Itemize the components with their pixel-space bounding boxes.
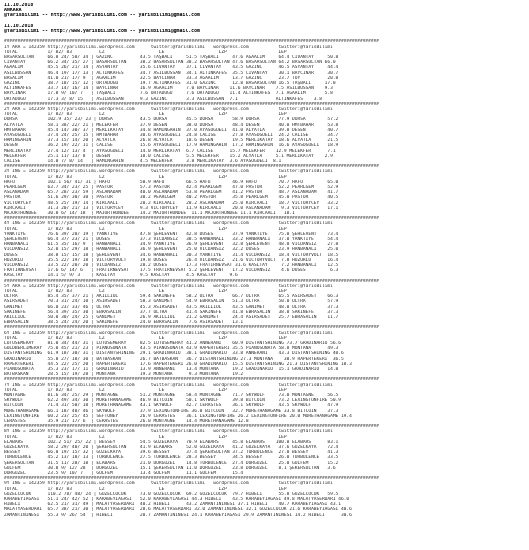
separator-line: ########################################################################################################################################## [4,164,380,170]
text-line: HIBELI 62.5 21/ 31/ 49 | MALATYASERDARI 40.2 HIBELI 43.2 ZAMANTININESI 37.1 HIBELI 40.7 KARABEYIAGASI 43.1 [4,502,341,508]
text-line: 2Y ARA = 142359 http://yarisbilimi.wordpress.com twitter:@YarisBilimi wordpress.com twitter:@YarisBilimi [4,107,333,112]
text-line: VICDANSIZ 52.0 15/ 29/ 18 | HANBANALI 36.9 ŞEHLEVENT 25.0 VICDANSIZ 32.2 DUSES 23.9 HANBANALI 25.0 [4,247,339,253]
header-line: @YarisBilimi -- http://www.yarisbilimi.com -- yarisbilimi@gmail.com [4,29,200,34]
text-line: DUSES 38.8 15/ 15/ 18 | ŞEHLEVENT 34.6 HANBANALI 30.3 YANKTIYE 31.4 VICDANSIZ 18.4 VICTORYVOLT 18.5 [4,252,339,258]
text-line: YANKTIYE 76.6 39/ 20/ 19 | YANKTIYE 47.8 ŞEHLEVENT 42.8 DUSES 37.9 YANKTIYE 75.0 ŞEHLEVENT 73.4 [4,231,339,237]
text-line: HANBANALI 61.5 35/ 16/ 9 | HANBANALI 34.9 YANKTIYE 36.9 ŞEHLEVENT 32.8 ŞEHLEVENT 48.0 VICDANSIZ 27.8 [4,242,339,248]
text-line: MERLIKATAY 27.4 12/ 13/ 4 | AYASOGUELI 14.0 MERLIKATAY 6.7 CALISE 15.7 MELEKFER 12.9 MELEKFER 7.1 [4,148,336,154]
text-line: ORTADUGU 17.3 3/ 8/ 15 | ASILBUSSAN 9.3 GAZINC 3.3 ASILBUSSAN 7.1 ALTINKAFES 3.8 [4,96,322,102]
text-line: SAKINEFE 56.4 39/ 35/ 30 | EBRASALIN 37.7 ULTRA 41.4 SAKINEFE 41.8 EBRASALIN 38.0 SAKINEFE 37.3 [4,309,339,315]
text-line: 6Y ING = 142359 http://yarisbilimi.wordpress.com twitter:@YarisBilimi wordpress.com twitter:@YarisBilimi [4,330,333,336]
text-line: GUZELCOCUK 110.2 78/ 48/ 24 | GUZELCOCUK 73.0 GUZELCOCUK 69.2 GUZELCOCUK 79.7 HIBELI 55.8 GUZELCOCUK 59.5 [4,491,339,497]
text-line: 9Y ING = 142359 http://yarisbilimi.wordpress.com twitter:@YarisBilimi wordpress.com twitter:@YarisBilimi [4,481,333,487]
text-line: GRADINARIO 55.8 27/ 18/ 30 | BATBASKAN 26.7 BATBASKAN 36.7 DISTANTSHINING 27.3 MONTANA 30.9 RAPERTEKERI 36.5 [4,356,344,362]
text-line: HUZURLU 35.5 22/ 19/ 18 | VICTORYVOLT 19.8 DUSES 26.4 VICDANSIZ 21.6 VICTORYVOLT 7.8 HUZURLU 16.4 [4,257,339,263]
text-line: BASARSULTAN 66.8 24/ 50/ 34 | GAZINC 43.5 TAŞBALI 51.5 TAŞBALI 47.6 AGAALIM 64.4 CIVANTAY 50.8 [4,55,339,60]
separator-line: ########################################################################################################################################## [4,39,380,45]
text-line: BATBASKAN 28.5 15/ 19/ 28 | MONTANA 19.3 MONTANA 9.3 MONTANA 19.2 [4,372,244,378]
text-line: TURBULENCE 45.2 13/ 18/ 13 | TURBULENCE 27.5 TURBULENCE 28.3 BESSEY 34.5 BESSEY 26.0 TURBULENCE 33.5 [4,455,339,461]
text-line: ALTINKAFES 33.7 14/ 16/ 14 | BAYCINAR 16.9 AGAALIM 7.0 BAYCINAR 11.6 BAYCINAR 7.5 ASILBUSSAN 9.3 [4,86,333,92]
separator-line: ########################################################################################################################################## [4,424,380,430]
text-line: CERASTES 35.9 21/ 17/ 6 | CERASTES 26.0 MONTAGNE 14.4 MORETHANAGAME 12.8 [4,419,249,424]
text-line: DISTANTSHINING 61.9 18/ 30/ 31 | DISTANTSHINING 29.1 GRADINARIO 38.1 GRADINARIO 33.8 ANNERANI 43.3 DISTANTSHINING 40.6 [4,351,344,357]
text-line: BASALIM 41.0 21/ 17/ 9 | AGAALIM 32.5 BAYCINAR 33.3 AGAALIM 13.7 GAZINC 23.7 TOY 20.8 [4,75,339,81]
text-line: TOTAL 1/ 82/ 83 LZ LE LZP LEP [4,486,287,492]
text-line: ASIRSADET 70.3 31/ 24/ 10 | ASIRSADET 58.3 GANIMET 54.9 EBRASALIN 51.3 ULTRA 50.0 ULTRA 57.9 [4,299,339,305]
text-line: ALYATLA 58.1 38/ 22/ 21 | MELEKFER 37.9 DESEN 38.0 DORSA 48.4 DESEN 40.0 HMTBAHAR 53.8 [4,122,339,128]
text-line: TOTAL 1/ 82/ 83 LZ LE LZP LEP [4,112,287,118]
separator-line: ########################################################################################################################################## [4,278,380,284]
text-line: HAMINGAHIN 37.3 15/ 14/ 20 | ALYATLA 26.8 ALYATLA 18.6 DESEN 19.5 MERLIKATAY 18.6 ALYATLA 21.5 [4,138,339,144]
text-line: MORETHANAGAME 66.1 18/ 40/ 46 | SKYWOLF 37.9 LEXINGTONFIRE 36.0 BITCOIN 32.7 MORETHANAGAME 33.8 BITCOIN 37.3 [4,408,339,414]
text-line: MELEKFER 25.1 11/ 13/ 8 | DESEN 10.0 CALISE 5.5 MELEKFER 15.2 ALYATLA 5.1 MERLIKATAY 2.9 [4,153,333,159]
text-line: MALATYASERDARI 65.7 38/ 21/ 30 | MALATYASERDARI 28.6 MALATYASERDARI 32.0 ZAMANTININESI 32.1 GUZELCOCUK 21.6 KARABEYIAGASI 40.6 [4,507,352,513]
text-line: RAPERTEKERI 44.5 22/ 25/ 20 | RAPERTEKERI 17.6 RAPERTEKERI 26.0 GRADINARIO 15.5 DISTANTSHINING 21.3 DISTANTSHINING 18.3 [4,361,352,367]
text-line: PEARLGEM 63.7 34/ 23/ 25 | PASTOR 57.3 PASTOR 42.4 PEARLGEM 47.0 PASTOR 52.2 PEARLGEM 52.9 [4,185,339,190]
text-line: BAYCINAR 17.8 9/ 10/ 7 | TAŞBALI 7.6 ORTADUGU 7.6 ORTADUGU 11.4 ALTINKAFES 7.1 AGAALIM 5.8 [4,91,333,97]
text-line: 1Y ARA = 142359 http://yarisbilimi.wordpress.com twitter:@YarisBilimi wordpress.com twitter:@YarisBilimi [4,44,333,50]
header-line: 11.10.2018 [4,3,34,8]
separator-line: ########################################################################################################################################## [4,325,380,331]
text-line: HAFO 102.1 56/ 41/ 31 | HAFO 50.9 HAFO 66.5 HAFO 46.9 HAFO 70.7 HAFO 65.0 [4,179,339,185]
text-line: AYASOGUELI 37.4 24/ 25/ 15 | HMTBAHAR 30.6 AYASOGUELI 24.8 CALISE 27.8 AYASOGUELI 24.2 CALISE 34.7 [4,133,339,138]
text-line: PASTOR 51.6 29/ 30/ 30 | PASTOR 30.2 PEARLGEM 40.2 PASTOR 35.8 PEARLGEM 45.0 PASTOR 40.5 [4,195,339,201]
header-line: 11.10.2018 [4,23,34,29]
text-line: GANIMET 66.0 23/ 33/ 46 | ULTRA 45.3 ASIRSADET 43.5 AKILLIOL 43.5 GANIMET 48.0 ULTRA 37.3 [4,304,339,310]
text-line: DESEN 36.2 19/ 22/ 11 | CALISE 15.6 AYASOGUELI 17.9 HAMINGAHIN 17.2 HAMINGAHIN 16.6 AYASOGUELI 18.9 [4,143,339,149]
text-line: TOTAL 1/ 82/ 83 LZ LE LZP LEP [4,387,287,393]
text-line: TOTAL 1/ 82/ 83 LZ LE LZP LEP [4,226,287,232]
text-line: ŞEHLEVENT 66.4 37/ 23/ 21 | DUSES 37.3 VICDANSIZ 38.5 HANBANALI 33.2 HANBANALI 37.0 YANKTIYE 54.4 [4,237,339,242]
separator-line: ########################################################################################################################################## [4,216,380,222]
text-line: GOLDBERLIMERAY 75.0 45/ 21/ 23 | PIANOSONATA 43.5 PIANOSONATA 43.9 RAPERTEKERI 35.5 PIANOSONATA 58.8 MONTANA 49.3 [4,346,339,352]
text-line: CALISE 14.0 7/ 8/ 14 | HAMINGAHIN 4.5 MELEKFER 3.8 MERLIKATAY 3.6 AYASOGUELI 8.1 [4,159,282,164]
text-line: TOTAL 1/ 82/ 83 LZ LE LZP LEP [4,49,287,55]
text-line: TOTAL 1/ 82/ 83 LZ LE LZP LEP [4,289,287,294]
text-line: ELABARS 102.2 51/ 25/ 22 | BESSEY 54.5 GUZELKAYA 70.9 ELABARS 45.8 ELABARS 100.0 ELABARS 83.1 [4,439,339,445]
text-line: SKYWOLF 62.2 49/ 34/ 30 | MORETHANAGAME 46.9 BITCOIN 50.1 SKYWOLF 39.8 BITCOIN 73.2 LEXINGTONFIRE 50.9 [4,398,341,404]
text-line: KIRCAALI 31.3 20/ 21/ 13 | VICTORYCEY 9.3 VICTORYCEY 11.9 KIRCAALI 20.0 ASLANADAM 9.3 VICTORYCEY 17.1 [4,205,339,211]
text-line: ŞEKERSULTAN 31.5 11/ 20/ 18 | ELABARS 21.0 DORGUZEL 14.8 TURBULENCE 27.4 DORGUZEL 25.0 GULFEM 15.2 [4,460,339,466]
header-line: @YarisBilimi -- http://www.yarisbilimi.com -- yarisbilimi@gmail.com [4,13,200,19]
text-line: AGAALIM 45.5 26/ 21/ 14 | ASYANTAY 35.6 CIVANTAY 37.1 CIVANTAY 43.5 GAZINC 46.5 ASYANTAY 44.4 [4,65,339,71]
text-line: PIANOSONATA 35.3 23/ 17/ 11 | GRADINARIO 13.9 ANNERANI 13.4 MONTANA 19.2 GRADINARIO 15.1 GRADINARIO 14.8 [4,367,339,372]
separator-line: ########################################################################################################################################## [4,377,380,383]
text-line: DORGUZEL 23.5 9/ 10/ 7 | GULFEM 13.4 GULFEM 11.1 GULFEM 15.4 [4,471,244,476]
text-line: 5Y ARA = 142359 http://yarisbilimi.wordpress.com twitter:@YarisBilimi wordpress.com twitter:@YarisBilimi [4,283,333,289]
text-line: LEXINGTONFIRE 60.2 23/ 25/ 45 | SEFTONEY 26.9 CERASTES 36.1 LEXINGTONFIRE 26.2 LEXINGTONFIRE 20.0 MORETHANAGAME 19.4 [4,413,352,419]
text-line: MAJORTHUNDEE 30.8 6/ 14/ 18 | MAJORTHUNDEE 14.2 MAJORTHUNDEE 11.1 MAJORTHUNDEE 11.1 KIRCAALI 18.1 [4,211,295,216]
separator-line: ########################################################################################################################################## [4,476,380,482]
text-line: TOTAL 1/ 82/ 83 LZ LE LZP LEP [4,335,287,341]
text-line: FRATIRNEVSAT 17.6 6/ 14/ 6 | FRATIRNEVSAT 17.5 FRATIRNEVSAT 5.2 ŞEHLEVENT 17.2 VICDANSIZ 4.6 DUSES 6.3 [4,268,339,274]
text-line: CIVANTAY 66.2 34/ 35/ 27 | BASARSULTAN 38.2 BASARSULTAN 38.2 BASARSULTAN 47.6 BASARSULTAN 64.2 BASARSULTAN 66.0 [4,60,336,66]
text-line: GULFEM 30.8 9/ 12/ 28 | DORGUZEL 15.1 ŞEKERSULTAN 11.0 DORGUZEL 23.8 DORGUZEL 8.1 ŞEKERSULTAN 3.6 [4,465,336,471]
text-line: GAZINC 38.7 18/ 15/ 12 | ORTADUGU 19.7 ALTINKAFES 31.0 GAZINC 12.8 BASARSULTAN 16.5 TAŞBALI 17.0 [4,81,336,86]
text-line: TOTAL 1/ 82/ 83 LZ LE LZP LEP [4,174,287,180]
text-line: 4Y ING = 142359 http://yarisbilimi.wordpress.com twitter:@YarisBilimi wordpress.com twitter:@YarisBilimi [4,221,333,227]
text-line: ZAMANTININESI 55.3 9/ 26/ 54 | HIBELI 20.7 ZAMANTININESI 24.1 KARABEYIAGASI 29.9 ZAMANTININESI 14.2 HIBELI 30.6 [4,512,352,518]
text-line: 8Y ING = 142359 http://yarisbilimi.wordpress.com twitter:@YarisBilimi wordpress.com twitter:@YarisBilimi [4,429,333,435]
text-line: ULTRA 85.4 35/ 37/ 21 | AKILLIOL 59.4 SAKINEFE 58.2 ULTRA 66.7 ULTRA 65.5 ASIRSADET 66.3 [4,294,339,300]
text-line: TOTAL 1/ 82/ 83 LZ LE LZP LEP [4,434,287,440]
text-line: AKILLIOL 50.0 30/ 24/ 25 | GANIMET 26.9 AKILLIOL 21.2 GANIMET 24.4 ASIRSADET 25.7 EBRASALIN 11.7 [4,315,339,320]
text-line: HMTBAHAR 45.4 14/ 30/ 37 | MERLIKATAY 34.8 HAMINGAHIN 37.0 AYASOGUELI 41.0 ALYATLA 39.8 DESEN 40.7 [4,127,339,133]
text-line: EBRASALIN 38.5 24/ 24/ 20 | SAKINEFE 24.0 EBRASALIN 7.6 ASIRSADET 13.1 [4,320,244,326]
text-line: ASLANADAM 65.7 28/ 23/ 59 | ASLANADAM 40.0 ASLANADAM 53.8 PEARLGEM 41.2 PASTOR 48.7 ASLANADAM 41.7 [4,190,339,196]
text-line: BESSEY 66.8 19/ 15/ 32 | GUZELKAYA 39.6 BESSEY 37.4 ŞEKERSULTAN 37.2 TURBULENCE 27.0 BESSEY 41.3 [4,450,339,456]
text-line: BITCOIN 71.4 31/ 50/ 18 | MORETHANAGAME 43.1 SKYWOLF 42.7 CERASTES 36.1 SKYWOLF 43.5 SKYWOLF 47.9 [4,403,339,409]
text-line: VICTORYCEY 48.5 25/ 19/ 14 | KIRCAALI 20.2 KIRCAALI 20.2 ASLANADAM 25.0 KIRCAALI 18.7 VICTORYCEY 33.2 [4,200,339,206]
separator-line: ########################################################################################################################################## [4,101,380,107]
text-line: 3Y ING = 142359 http://yarisbilimi.wordpress.com twitter:@YarisBilimi wordpress.com twitter:@YarisBilimi [4,169,333,175]
text-line: DORSA 102.9 35/ 23/ 23 | DORSA 43.5 DORSA 45.5 DORSA 58.9 DORSA 77.9 DORSA 57.2 [4,117,339,123]
header-line: ANKARA [4,8,22,14]
text-line: LOTUSEMERAY 81.0 34/ 44/ 31 | LOTUSEMERAY 82.5 LOTUSEMERAY 41.2 ANNERANI 60.9 DISTANTSHINING 73.7 GRADINARIO 56.6 [4,341,341,346]
text-line: ASILBUSSAN 46.4 19/ 17/ 13 | ALTINKAFES 34.7 ASILBUSSAN 34.1 ALTINKAFES 35.5 CIVANTAY 30.1 BAYCINAR 30.7 [4,70,339,76]
text-line: KARABEYIAGASI 51.1 24/ 42/ 52 | KARABEYIAGASI 52.0 KARABEYIAGASI 44.3 HIBELI 43.5 KARABEYIAGASI 49.8 MALATYASERDARI 46.0 [4,497,350,502]
text-line: MONTAGNE 81.6 34/ 25/ 29 | MONTAGNE 51.2 MONTAGNE 58.4 MONTAGNE 71.7 SKYWOLF 73.0 MONTAGNE 56.5 [4,393,339,398]
text-line: GUZELKAYA 58.2 29/ 40/ 20 | ŞEKERSULTAN 41.9 ELABARS 52.0 GUZELKAYA 41.2 GUZELKAYA 37.6 GUZELKAYA 72.4 [4,445,339,450]
text-line: 7Y ING = 142359 http://yarisbilimi.wordpress.com twitter:@YarisBilimi wordpress.com twitter:@YarisBilimi [4,382,333,388]
text-line: KASLTAY 14.1 5/ 9/ 3 | KASLTAY 9.5 KASLTAY 4.5 KASLTAY 9.6 [4,273,238,279]
text-line: VICDANSIZ 33.5 22/ 20/ 20 | VICDANSIZ 20.2 DUSES 17.3 FRATIRNEVSAT 31.6 KASLTAY 7.2 HANBANALI 12.5 [4,263,339,268]
